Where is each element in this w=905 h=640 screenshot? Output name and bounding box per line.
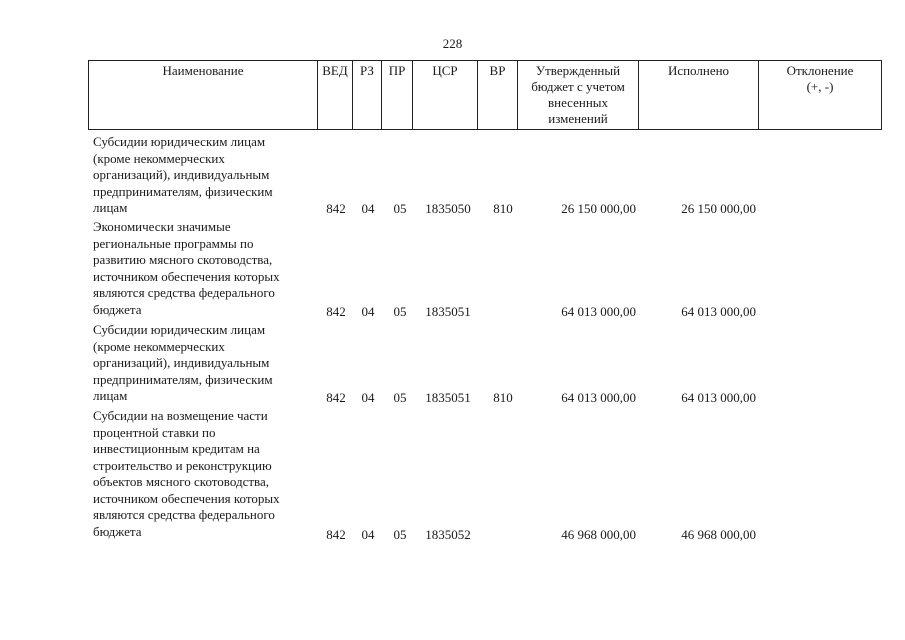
header-csr: ЦСР	[413, 61, 478, 130]
row-approved: 64 013 000,00	[561, 304, 636, 319]
header-name: Наименование	[89, 61, 318, 130]
row-executed: 26 150 000,00	[681, 201, 756, 216]
row-vr: 810	[493, 390, 513, 405]
row-rz: 04	[361, 390, 375, 405]
header-deviation: Отклонение (+, -)	[759, 61, 882, 130]
header-approved: Утвержденный бюджет с учетом внесенных изменений	[518, 61, 639, 130]
row-rz: 04	[361, 201, 375, 216]
header-vr: ВР	[478, 61, 518, 130]
row-ved: 842	[326, 201, 346, 216]
header-executed: Исполнено	[639, 61, 759, 130]
row-approved: 64 013 000,00	[561, 390, 636, 405]
row-pr: 05	[393, 201, 407, 216]
row-approved: 26 150 000,00	[561, 201, 636, 216]
row-executed: 64 013 000,00	[681, 390, 756, 405]
row-name: Экономически значимые региональные программы по развитию мясного скотоводства, источником обеспечения которых являются средства федерального бюджета	[93, 219, 280, 317]
row-pr: 05	[393, 527, 407, 542]
row-ved: 842	[326, 527, 346, 542]
row-executed: 64 013 000,00	[681, 304, 756, 319]
row-pr: 05	[393, 390, 407, 405]
row-rz: 04	[361, 527, 375, 542]
row-ved: 842	[326, 304, 346, 319]
row-name: Субсидии юридическим лицам (кроме некоммерческих организаций), индивидуальным предпринимателям, физическим лицам	[93, 134, 273, 215]
row-csr: 1835051	[425, 390, 471, 405]
row-csr: 1835050	[425, 201, 471, 216]
row-csr: 1835052	[425, 527, 471, 542]
table-header	[88, 60, 882, 130]
row-name: Субсидии на возмещение части процентной ставки по инвестиционным кредитам на строительство и реконструкцию объектов мясного скотоводства, источником обеспечения которых являются средства федерального бюджета	[93, 408, 280, 539]
row-csr: 1835051	[425, 304, 471, 319]
page-number: 228	[442, 36, 463, 51]
row-pr: 05	[393, 304, 407, 319]
row-executed: 46 968 000,00	[681, 527, 756, 542]
header-ved: ВЕД	[318, 61, 353, 130]
row-approved: 46 968 000,00	[561, 527, 636, 542]
row-vr: 810	[493, 201, 513, 216]
row-ved: 842	[326, 390, 346, 405]
row-name: Субсидии юридическим лицам (кроме некоммерческих организаций), индивидуальным предпринимателям, физическим лицам	[93, 322, 273, 403]
header-rz: РЗ	[353, 61, 382, 130]
row-rz: 04	[361, 304, 375, 319]
header-pr: ПР	[382, 61, 413, 130]
